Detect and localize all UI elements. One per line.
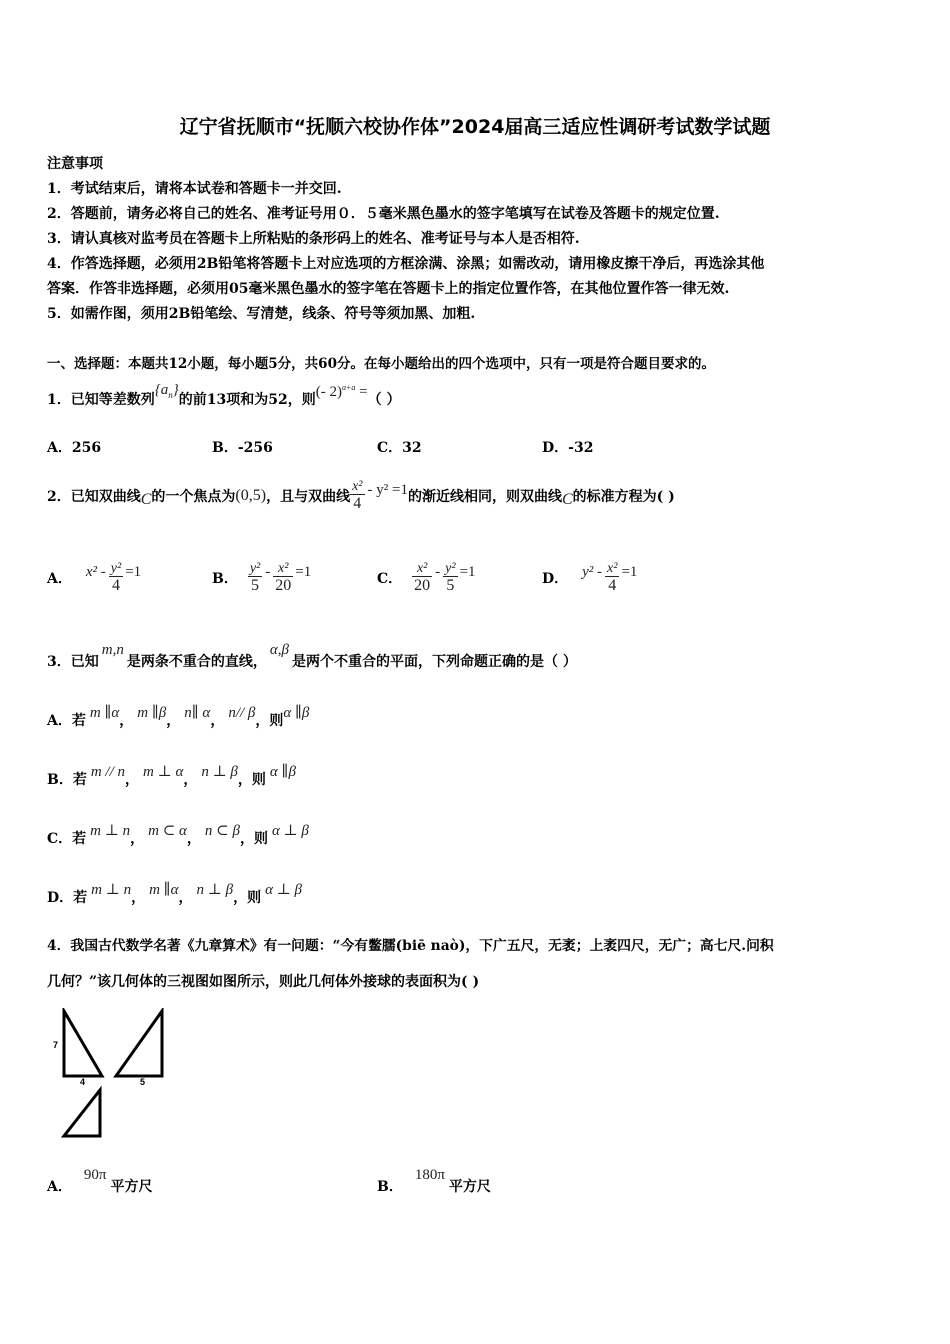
note-item: 3．请认真核对监考员在答题卡上所粘贴的条形码上的姓名、准考证号与本人是否相符. [47,231,580,247]
notes-heading: 注意事项 [47,156,103,172]
q3-option-a: A．若 m ∥α， m ∥β， n∥ α， n// β，则α ∥β [47,705,310,729]
q3-text: 3．已知m,n是两条不重合的直线，α,β是两个不重合的平面，下列命题正确的是（ ） [47,642,577,670]
q1-option-c: C．32 [377,440,422,456]
q4-line2: 几何？”该几何体的三视图如图所示，则此几何体外接球的表面积为( ) [47,974,480,990]
note-item: 2．答题前，请务必将自己的姓名、准考证号用０．５毫米黑色墨水的签字笔填写在试卷及答题卡的规定位置. [47,206,720,222]
front-view-triangle [64,1011,102,1076]
q2-option-c: C． $\frac{\text{x²}}{20}$ - $\frac{\text{y²}}{5}$ =1 [377,561,476,595]
q3-option-b: B．若 m // n， m ⊥ α， n ⊥ β，则 α ∥β [47,764,296,788]
page-title: 辽宁省抚顺市“抚顺六校协作体”2024届高三适应性调研考试数学试题 [179,116,771,138]
note-item: 4．作答选择题，必须用2B铅笔将答题卡上对应选项的方框涂满、涂黑；如需改动，请用橡皮擦干净后，再选涂其他 [47,256,765,272]
q3-option-d: D．若 m ⊥ n， m ∥α， n ⊥ β，则 α ⊥ β [47,882,303,906]
q2-option-b: B． $\frac{\text{y²}}{5}$ - $\frac{\text{x²}}{20}$ =1 [212,561,312,595]
q4-line1: 4．我国古代数学名著《九章算术》有一问题：“今有鳖臑(biē naò)，下广五尺，无袤；上袤四尺，无广；高七尺.问积 [47,938,774,954]
note-item: 1．考试结束后，请将本试卷和答题卡一并交回. [47,181,342,197]
q4-option-a: A．90π平方尺 [47,1167,153,1195]
q1-option-d: D．-32 [542,440,594,456]
q2-option-a: A． x² - $\frac{\text{y²}}{4}$ =1 [47,561,142,595]
q2-text: 2．已知双曲线 C 的一个焦点为 (0,5) ，且与双曲线 $\frac{\text{x²}}{4}$ - y² =1 的渐近线相同，则双曲线 C 的标准方程为( ) [47,479,675,513]
q1-option-a: A．256 [47,440,102,456]
q1-option-b: B．-256 [212,440,273,456]
q3-option-c: C．若 m ⊥ n， m ⊂ α， n ⊂ β，则 α ⊥ β [47,823,309,847]
note-item: 答案．作答非选择题，必须用05毫米黑色墨水的签字笔在答题卡上的指定位置作答，在其他位置作答一律无效. [47,281,730,297]
note-item: 5．如需作图，须用2B铅笔绘、写清楚，线条、符号等须加黑、加粗. [47,306,476,322]
q1-text: 1．已知等差数列$\{a_n\}$的前13项和为52，则(- 2)$^{a+a}$ =（ ） [47,382,401,408]
height-label: 7 [53,1040,59,1050]
section-heading: 一、选择题：本题共12小题，每小题5分，共60分。在每小题给出的四个选项中，只有一项是符合题目要求的。 [47,356,715,372]
width-label-front: 4 [80,1077,86,1087]
three-view-figure [50,1008,170,1143]
width-label-side: 5 [140,1077,146,1087]
top-view-triangle [64,1090,100,1136]
q4-option-b: B．180π平方尺 [377,1167,491,1195]
side-view-triangle [116,1011,162,1076]
q2-option-d: D． y² - $\frac{\text{x²}}{4}$ =1 [542,561,638,595]
